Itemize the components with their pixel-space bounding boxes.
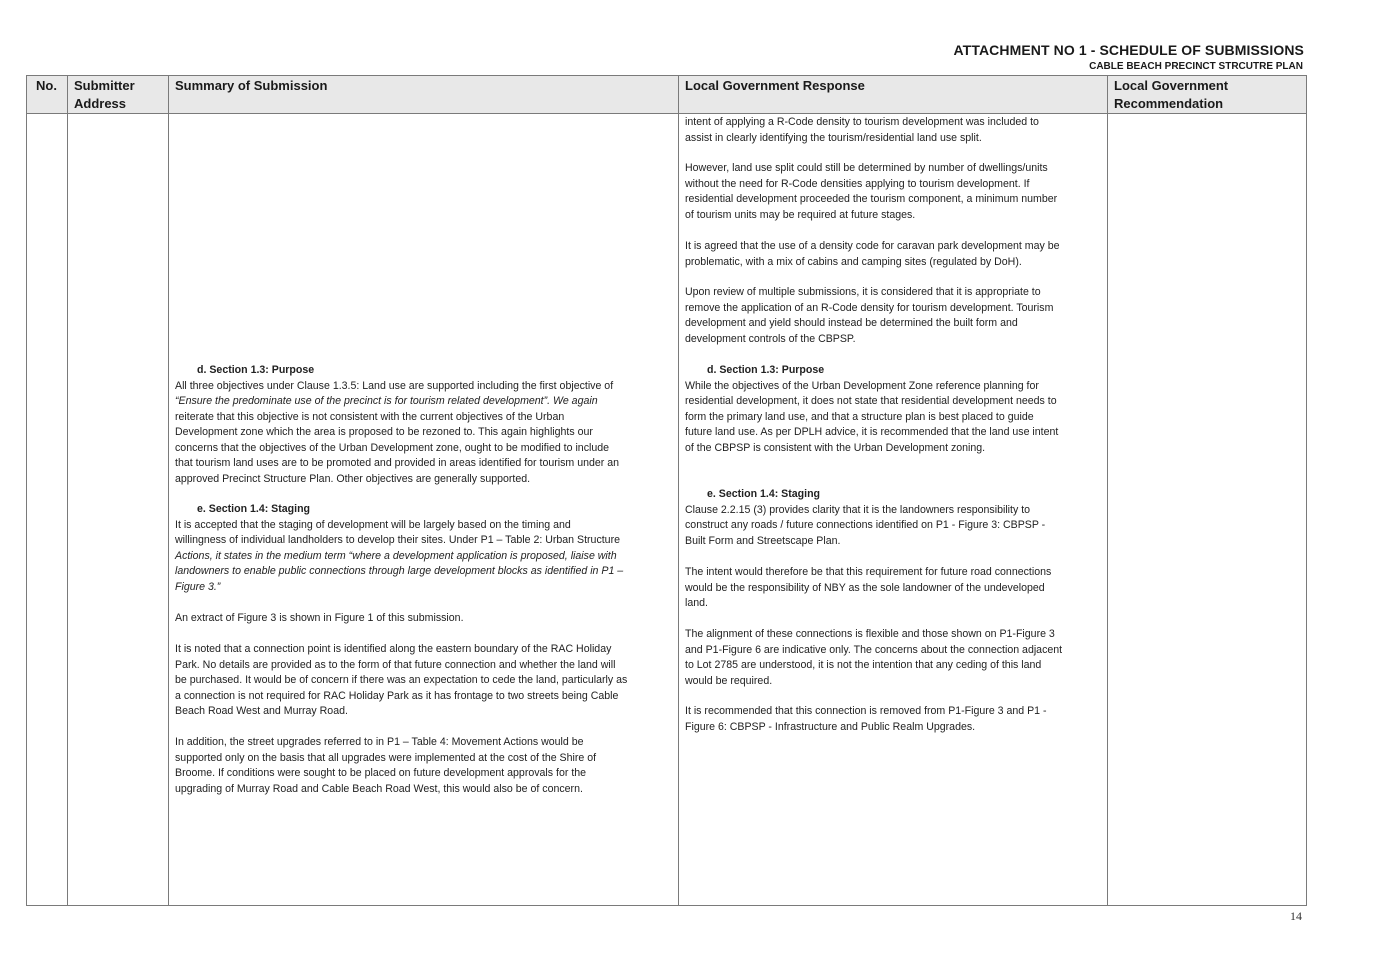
summary-d-line: Development zone which the area is proposed to be rezoned to. This again highlights our [175, 426, 593, 438]
response-intro-line: intent of applying a R-Code density to tourism development was included to [685, 116, 1039, 128]
plan-subtitle: CABLE BEACH PRECINCT STRCUTRE PLAN [1089, 61, 1303, 72]
response-agreed-para [685, 239, 1060, 270]
col-header-recommendation-line2: Recommendation [1114, 96, 1224, 111]
response-e-line: construct any roads / future connections identified on P1 - Figure 3: CBPSP - [685, 519, 1046, 531]
summary-e-line: willingness of individual landholders to develop their sites. Under P1 – Table 2: Urban Structure [175, 534, 620, 546]
response-intent-line: land. [685, 597, 708, 609]
page-number: 14 [1290, 909, 1302, 923]
response-recommended-line: It is recommended that this connection is removed from P1-Figure 3 and P1 - [685, 705, 1047, 717]
response-upon-line: remove the application of an R-Code density for tourism development. Tourism [685, 301, 1054, 314]
attachment-title: ATTACHMENT NO 1 - SCHEDULE OF SUBMISSIONS [953, 42, 1304, 58]
col-header-recommendation [1114, 77, 1228, 113]
response-e-line: Built Form and Streetscape Plan. [685, 534, 841, 547]
response-however-line: However, land use split could still be determined by number of dwellings/units [685, 162, 1048, 174]
response-section-d [685, 363, 1058, 456]
response-d-line: form the primary land use, and that a structure plan is best placed to guide [685, 410, 1034, 423]
summary-upgrades-line: In addition, the street upgrades referred to in P1 – Table 4: Movement Actions would be [175, 736, 584, 748]
summary-connection-para [175, 642, 627, 720]
response-d-line: While the objectives of the Urban Development Zone reference planning for [685, 379, 1039, 392]
summary-connection-line: be purchased. It would be of concern if there was an expectation to cede the land, particularly as [175, 674, 628, 686]
summary-upgrades-line: supported only on the basis that all upgrades were implemented at the cost of the Shire of [175, 751, 597, 764]
response-however-line: of tourism units may be required at future stages. [685, 208, 916, 221]
response-upon-line: Upon review of multiple submissions, it is considered that it is appropriate to [685, 286, 1041, 298]
response-alignment-line: The alignment of these connections is flexible and those shown on P1-Figure 3 [685, 628, 1055, 640]
summary-e-line: landowners to enable public connections through large development blocks as identified in P1 – [175, 565, 624, 577]
submissions-table [26, 75, 1306, 905]
summary-d-heading: d. Section 1.3: Purpose [197, 364, 315, 376]
response-however-line: without the need for R-Code densities applying to tourism development. If [685, 177, 1030, 190]
summary-d-line: All three objectives under Clause 1.3.5: Land use are supported including the first objective of [175, 379, 614, 392]
col-header-submitter [74, 77, 135, 113]
header-bottom-border [26, 113, 1307, 114]
response-alignment-line: to Lot 2785 are understood, it is not the intention that any ceding of this land [685, 659, 1042, 671]
col-border-response [1107, 75, 1108, 906]
summary-e-line: Figure 3.” [175, 580, 221, 593]
summary-d-line: “Ensure the predominate use of the precinct is for tourism related development”. We again [175, 395, 598, 407]
summary-e-heading: e. Section 1.4: Staging [197, 503, 311, 515]
response-alignment-line: and P1-Figure 6 are indicative only. The concerns about the connection adjacent [685, 643, 1063, 656]
response-recommended-para [685, 704, 1047, 735]
summary-upgrades-line: Broome. If conditions were sought to be placed on future development approvals for the [175, 767, 587, 779]
summary-connection-line: Park. No details are provided as to the form of that future connection and whether the land will [175, 658, 616, 671]
response-upon-line: development and yield should instead be determined the built form and [685, 317, 1018, 329]
response-e-heading: e. Section 1.4: Staging [707, 488, 821, 500]
response-d-line: of the CBPSP is consistent with the Urban Development zoning. [685, 441, 986, 454]
summary-d-line: reiterate that this objective is not consistent with the current objectives of the Urban [175, 410, 565, 423]
response-intro-para [685, 115, 1039, 146]
summary-e-line: It is accepted that the staging of development will be largely based on the timing and [175, 518, 571, 531]
response-alignment-line: would be required. [685, 674, 773, 687]
summary-connection-line: Beach Road West and Murray Road. [175, 705, 348, 717]
col-header-no: No. [36, 78, 57, 93]
summary-d-line: approved Precinct Structure Plan. Other objectives are generally supported. [175, 472, 531, 485]
col-header-recommendation-line1: Local Government [1114, 78, 1229, 93]
col-header-response: Local Government Response [685, 78, 865, 93]
summary-d-line: concerns that the objectives of the Urban Development zone, ought to be modified to include [175, 441, 610, 454]
response-d-line: future land use. As per DPLH advice, it is recommended that the land use intent [685, 426, 1059, 438]
summary-e-line: Actions, it states in the medium term “where a development application is proposed, liaise with [175, 549, 617, 562]
summary-section-e [175, 502, 623, 595]
col-border-no [67, 75, 68, 906]
summary-upgrades-para [175, 735, 596, 797]
response-agreed-line: problematic, with a mix of cabins and camping sites (regulated by DoH). [685, 255, 1022, 268]
response-d-heading: d. Section 1.3: Purpose [707, 364, 825, 376]
response-e-line: Clause 2.2.15 (3) provides clarity that it is the landowners responsibility to [685, 503, 1031, 516]
response-however-line: residential development proceeded the tourism component, a minimum number [685, 193, 1058, 205]
response-intro-line: assist in clearly identifying the tourism/residential land use split. [685, 131, 982, 144]
col-header-submitter-line2: Address [74, 96, 127, 111]
response-however-para [685, 161, 1057, 223]
response-d-line: residential development, it does not state that residential development needs to [685, 395, 1057, 407]
response-intent-line: would be the responsibility of NBY as the sole landowner of the undeveloped [685, 581, 1045, 594]
summary-section-d [175, 363, 619, 487]
col-border-right [1306, 75, 1307, 906]
col-border-submitter [168, 75, 169, 906]
summary-d-line: that tourism land uses are to be promoted and provided in areas identified for tourism under an [175, 457, 620, 469]
col-header-submitter-line1: Submitter [74, 78, 135, 93]
summary-upgrades-line: upgrading of Murray Road and Cable Beach Road West, this would also be of concern. [175, 782, 583, 795]
response-alignment-para [685, 627, 1062, 689]
table-bottom-border [26, 905, 1307, 906]
summary-connection-line: a connection is not required for RAC Holiday Park as it has frontage to two streets being Cable [175, 689, 619, 702]
response-agreed-line: It is agreed that the use of a density code for caravan park development may be [685, 240, 1060, 252]
response-upon-line: development controls of the CBPSP. [685, 332, 856, 345]
col-border-left [26, 75, 27, 906]
summary-extract-note: An extract of Figure 3 is shown in Figure 1 of this submission. [175, 612, 464, 624]
col-header-summary: Summary of Submission [175, 78, 328, 93]
response-intent-para [685, 565, 1051, 612]
response-intent-line: The intent would therefore be that this requirement for future road connections [685, 566, 1052, 578]
response-recommended-line: Figure 6: CBPSP - Infrastructure and Public Realm Upgrades. [685, 720, 976, 733]
response-upon-para [685, 285, 1053, 347]
table-top-border [26, 75, 1307, 76]
summary-connection-line: It is noted that a connection point is identified along the eastern boundary of the RAC Holiday [175, 643, 612, 655]
col-border-summary [678, 75, 679, 906]
response-section-e [685, 487, 1045, 549]
